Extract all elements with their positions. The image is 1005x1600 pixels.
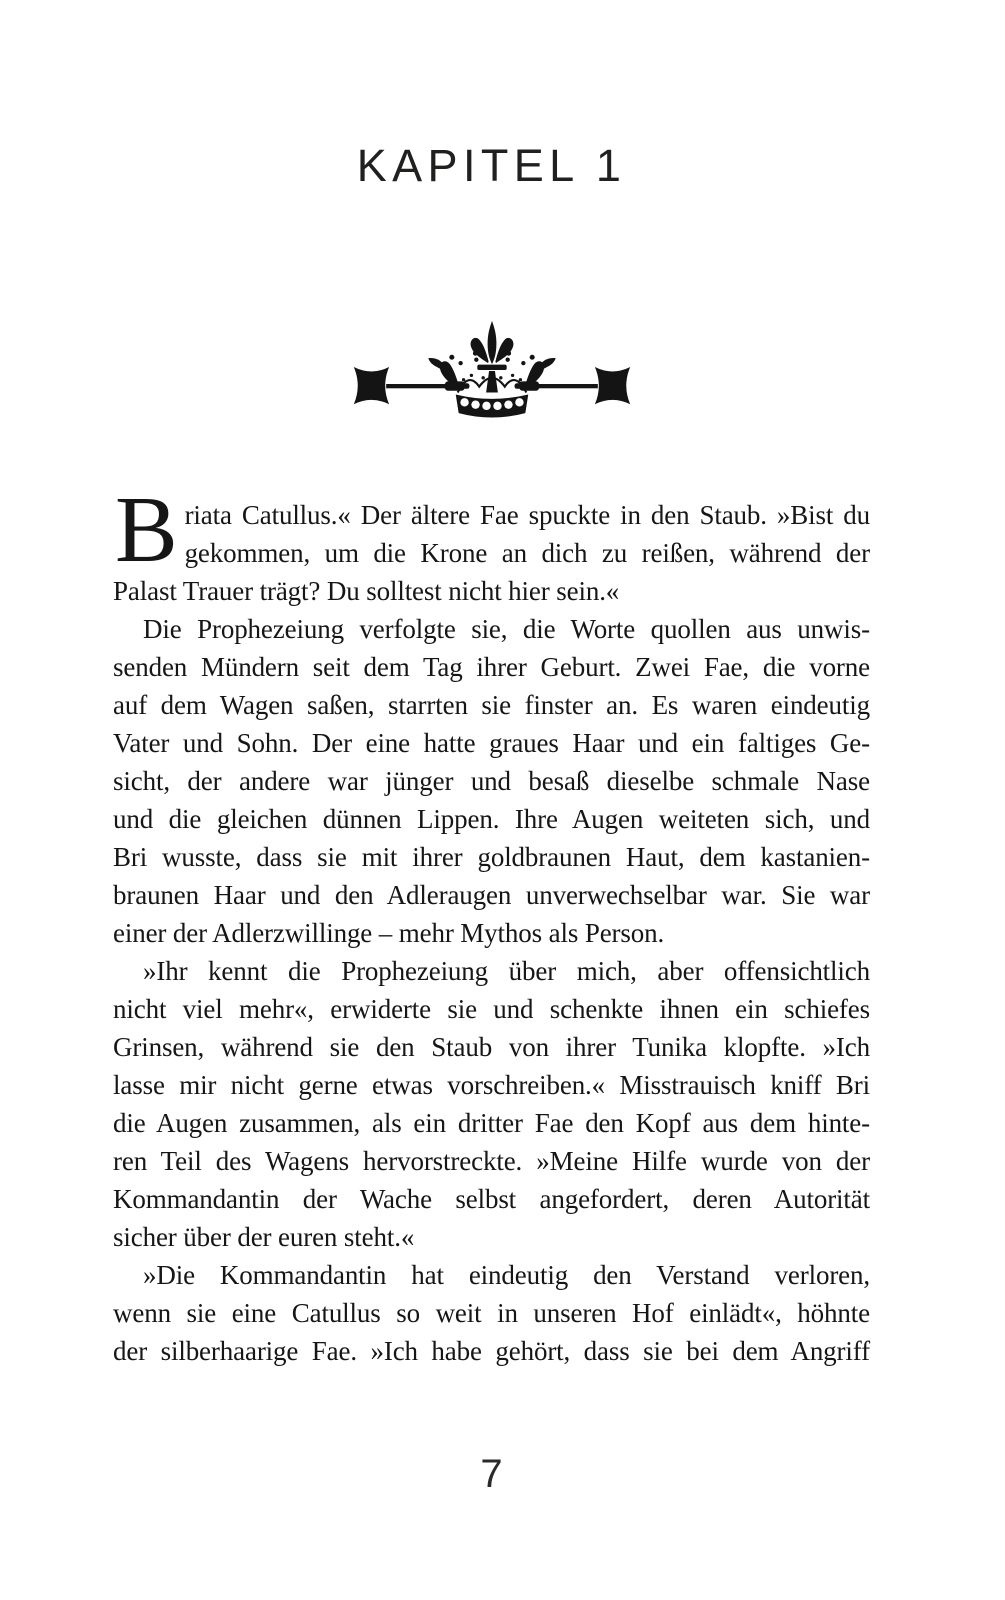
text-line: ren Teil des Wagens hervorstreckte. »Meine Hilfe wurde von der <box>113 1146 870 1176</box>
text-line: Grinsen, während sie den Staub von ihrer Tunika klopfte. »Ich <box>113 1032 870 1062</box>
text-line: »Ihr kennt die Prophezeiung über mich, aber offensichtlich <box>143 956 870 986</box>
chapter-ornament <box>113 314 870 429</box>
text-line: und die gleichen dünnen Lippen. Ihre Augen weiteten sich, und <box>113 804 870 834</box>
text-line: einer der Adlerzwillinge – mehr Mythos als Person. <box>113 918 665 948</box>
text-line: riata Catullus.« Der ältere Fae spuckte in den Staub. »Bist du <box>184 500 870 530</box>
text-line: gekommen, um die Krone an dich zu reißen, während der <box>184 538 870 568</box>
paragraph <box>113 1256 870 1370</box>
text-line: sicher über der euren steht.« <box>113 1222 415 1252</box>
text-line: senden Mündern seit dem Tag ihrer Geburt. Zwei Fae, die vorne <box>113 652 870 682</box>
text-line: die Augen zusammen, als ein dritter Fae den Kopf aus dem hinte- <box>113 1108 870 1138</box>
text-line: lasse mir nicht gerne etwas vorschreiben.« Misstrauisch kniff Bri <box>113 1070 870 1100</box>
paragraph <box>113 610 870 952</box>
text-line: Die Prophezeiung verfolgte sie, die Worte quollen aus unwis- <box>143 614 870 644</box>
text-line: braunen Haar und den Adleraugen unverwechselbar war. Sie war <box>113 880 870 910</box>
text-line: nicht viel mehr«, erwiderte sie und schenkte ihnen ein schiefes <box>113 994 870 1024</box>
page-number: 7 <box>480 1452 503 1496</box>
text-line: auf dem Wagen saßen, starrten sie finster an. Es waren eindeutig <box>113 690 870 720</box>
crown-between-double-axes-icon <box>345 314 639 424</box>
text-line: Vater und Sohn. Der eine hatte graues Haar und ein faltiges Ge- <box>113 728 870 758</box>
text-line: sicht, der andere war jünger und besaß dieselbe schmale Nase <box>113 766 870 796</box>
chapter-title: KAPITEL 1 <box>356 140 627 191</box>
text-line: wenn sie eine Catullus so weit in unseren Hof einlädt«, höhnte <box>113 1298 870 1328</box>
text-line: der silberhaarige Fae. »Ich habe gehört, dass sie bei dem Angriff <box>113 1336 870 1366</box>
text-line: Kommandantin der Wache selbst angefordert, deren Autorität <box>113 1184 870 1214</box>
paragraph <box>113 952 870 1256</box>
text-line: Palast Trauer trägt? Du solltest nicht hier sein.« <box>113 576 620 606</box>
text-block <box>113 478 870 1370</box>
text-line: Bri wusste, dass sie mit ihrer goldbraunen Haut, dem kastanien- <box>113 842 870 872</box>
text-line: »Die Kommandantin hat eindeutig den Verstand verloren, <box>143 1260 870 1290</box>
paragraph <box>113 478 870 610</box>
drop-cap: B <box>115 478 178 582</box>
